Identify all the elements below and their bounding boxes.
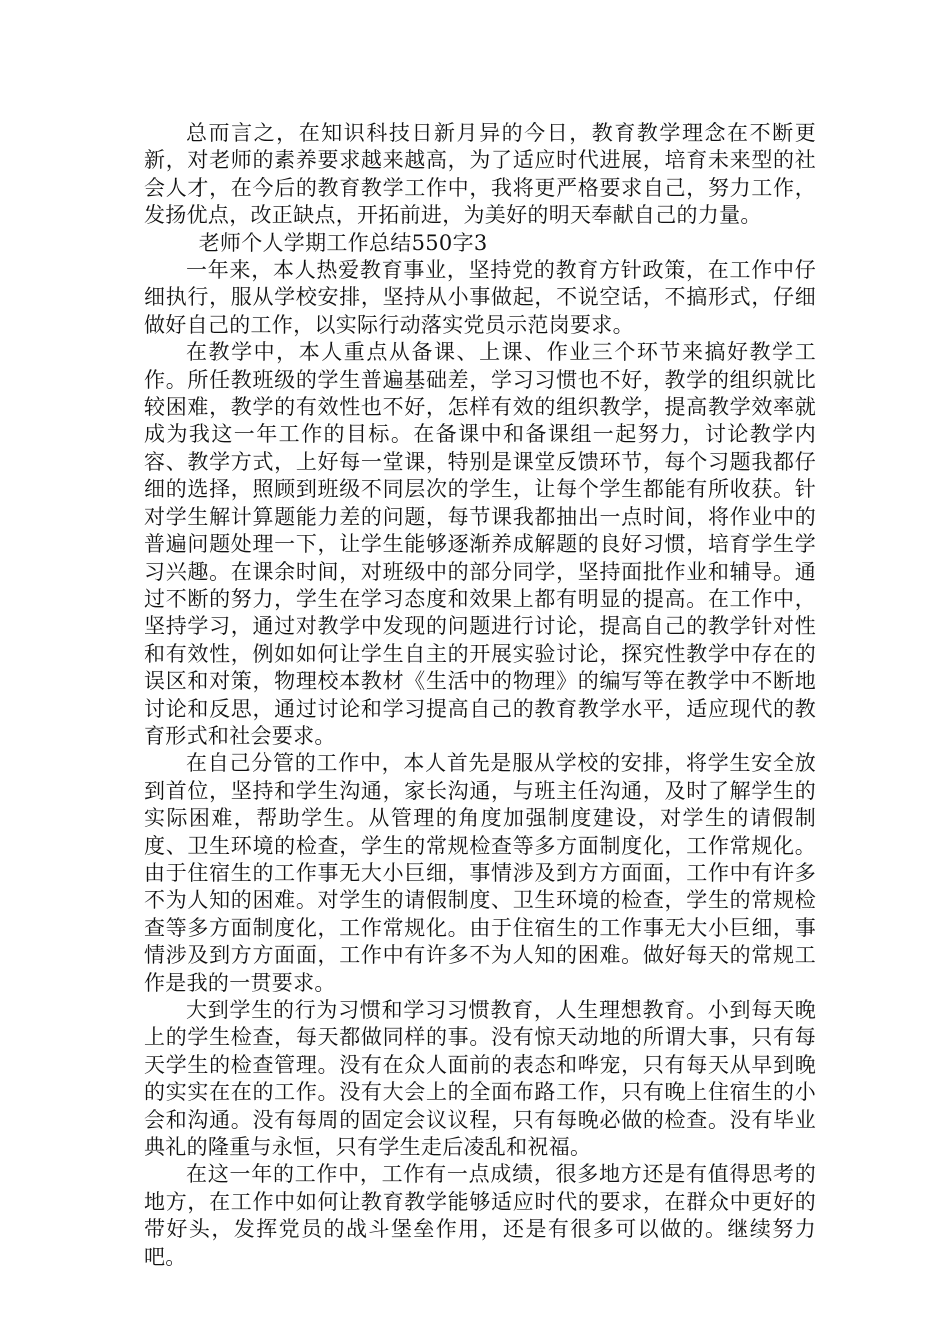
body-paragraph-4: 大到学生的行为习惯和学习习惯教育，人生理想教育。小到每天晚上的学生检查，每天都做同样的事。没有惊天动地的所谓大事，只有每天学生的检查管理。没有在众人面前的表态和哗宠，只有每天从早到晚的实实在在的工作。没有大会上的全面布路工作，只有晚上住宿生的小会和沟通。没有每周的固定会议议程，只有每晚必做的检查。没有毕业典礼的隆重与永恒，只有学生走后凌乱和祝福。 xyxy=(144,998,816,1160)
body-paragraph-1: 一年来，本人热爱教育事业，坚持党的教育方针政策，在工作中仔细执行，服从学校安排，坚持从小事做起，不说空话，不搞形式，仔细做好自己的工作，以实际行动落实党员示范岗要求。 xyxy=(144,258,816,337)
body-paragraph-5: 在这一年的工作中，工作有一点成绩，很多地方还是有值得思考的地方，在工作中如何让教育教学能够适应时代的要求，在群众中更好的带好头，发挥党员的战斗堡垒作用，还是有很多可以做的。继续努力吧。 xyxy=(144,1162,816,1269)
conclusion-paragraph: 总而言之，在知识科技日新月异的今日，教育教学理念在不断更新，对老师的素养要求越来越高，为了适应时代进展，培育未来型的社会人才，在今后的教育教学工作中，我将更严格要求自己，努力工作，发扬优点，改正缺点，开拓前进，为美好的明天奉献自己的力量。 xyxy=(144,121,816,228)
body-paragraph-2: 在教学中，本人重点从备课、上课、作业三个环节来搞好教学工作。所任教班级的学生普遍基础差，学习习惯也不好，教学的组织就比较困难，教学的有效性也不好，怎样有效的组织教学，提高教学效率就成为我这一年工作的目标。在备课中和备课组一起努力，讨论教学内容、教学方式，上好每一堂课，特别是课堂反馈环节，每个习题我都仔细的选择，照顾到班级不同层次的学生，让每个学生都能有所收获。针对学生解计算题能力差的问题，每节课我都抽出一点时间，将作业中的普遍问题处理一下，让学生能够逐渐养成解题的良好习惯，培育学生学习兴趣。在课余时间，对班级中的部分同学，坚持面批作业和辅导。通过不断的努力，学生在学习态度和效果上都有明显的提高。在工作中，坚持学习，通过对教学中发现的问题进行讨论，提高自己的教学针对性和有效性，例如如何让学生自主的开展实验讨论，探究性教学中存在的误区和对策，物理校本教材《生活中的物理》的编写等在教学中不断地讨论和反思，通过讨论和学习提高自己的教育教学水平，适应现代的教育形式和社会要求。 xyxy=(144,340,816,748)
body-paragraph-3: 在自己分管的工作中，本人首先是服从学校的安排，将学生安全放到首位，坚持和学生沟通，家长沟通，与班主任沟通，及时了解学生的实际困难，帮助学生。从管理的角度加强制度建设，对学生的请假制度、卫生环境的检查，学生的常规检查等多方面制度化，工作常规化。由于住宿生的工作事无大小巨细，事情涉及到方方面面，工作中有许多不为人知的困难。对学生的请假制度、卫生环境的检查，学生的常规检查等多方面制度化，工作常规化。由于住宿生的工作事无大小巨细，事情涉及到方方面面，工作中有许多不为人知的困难。做好每天的常规工作是我的一贯要求。 xyxy=(144,751,816,995)
document-page xyxy=(144,120,816,1271)
section-title: 老师个人学期工作总结550字3 xyxy=(198,230,488,255)
